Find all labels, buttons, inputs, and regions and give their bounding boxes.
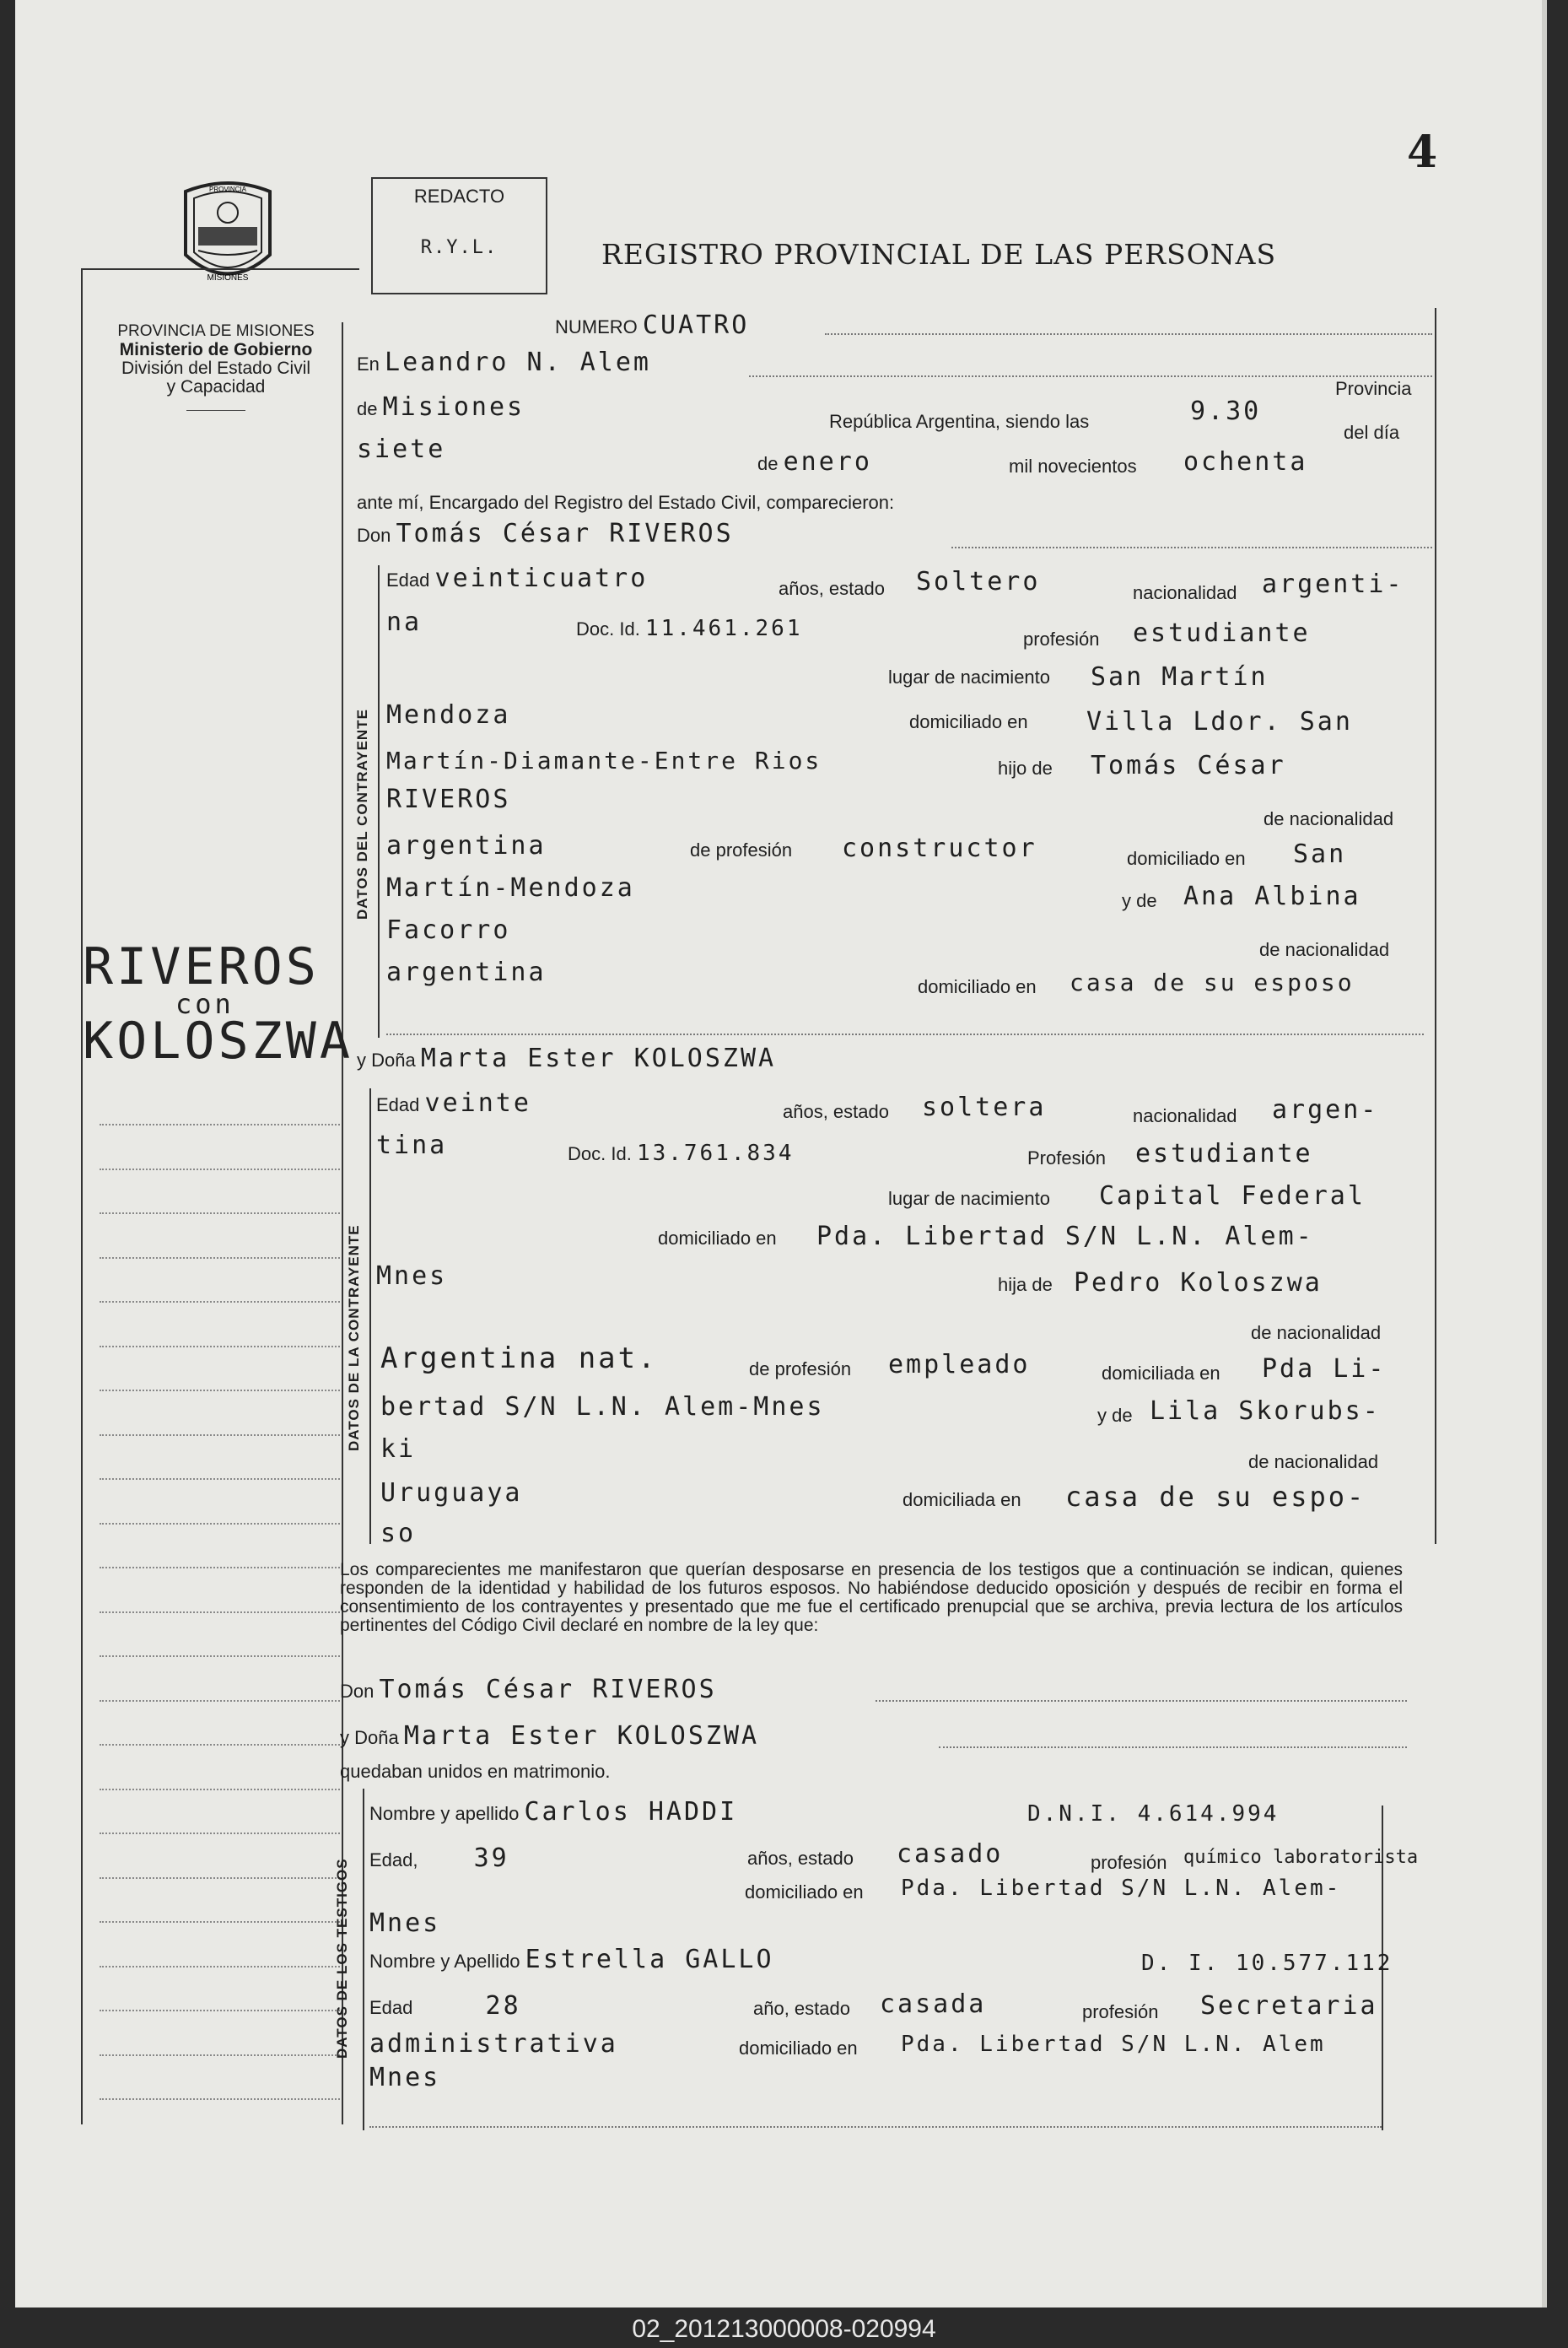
bride-padre-nac: Argentina nat.	[380, 1341, 658, 1375]
republica-label: República Argentina, siendo las	[829, 411, 1090, 432]
statement-paragraph: Los comparecientes me manifestaron que querían desposarse en presencia de los testigos que a continuación se indican, quienes responden de la identidad y habilidad de los futuros esposos. No habiéndose deducido oposición y después de recibir en forma el consentimiento de los contrayentes y presentado que me fue el certificado prenupcial que se archiva, previa lectura de los artículos pertinentes del Código Civil declaré en nombre de la ley que:	[340, 1560, 1403, 1635]
bride-padre-dom2: bertad S/N L.N. Alem-Mnes	[380, 1392, 825, 1422]
groom-doc: 11.461.261	[644, 616, 803, 641]
groom-name-row: Don Tomás César RIVEROS	[357, 519, 734, 548]
numero-value: CUATRO	[642, 310, 750, 340]
witnesses-side-label: DATOS DE LOS TESTIGOS	[334, 1858, 350, 2059]
ministry-label: Ministerio de Gobierno	[119, 340, 313, 359]
redacto-box	[371, 177, 547, 294]
w2-profesion: Secretaria	[1200, 1991, 1378, 2021]
bride-doc: 13.761.834	[636, 1141, 795, 1166]
svg-text:MISIONES: MISIONES	[207, 273, 249, 283]
groom-lugar-nac2: Mendoza	[386, 700, 511, 730]
lugar-value: Leandro N. Alem	[385, 348, 651, 377]
groom-edad-row: Edad veinticuatro	[386, 564, 649, 593]
division-label: División del Estado Civil	[121, 359, 311, 378]
groom-padre-prof: constructor	[842, 834, 1037, 863]
bride-edad-row: Edad veinte	[376, 1088, 531, 1118]
bride-domicilio2: Mnes	[376, 1261, 448, 1291]
bride-nac2: tina	[376, 1131, 448, 1160]
groom-padre-dom: San	[1293, 839, 1347, 869]
groom-name: Tomás César RIVEROS	[396, 519, 734, 548]
groom-padre-nac: argentina	[386, 831, 547, 861]
bride-madre-nac: Uruguaya	[380, 1478, 523, 1508]
bride-edad: veinte	[424, 1088, 531, 1118]
groom-side-label: DATOS DEL CONTRAYENTE	[354, 709, 370, 920]
bride-madre-dom: casa de su espo-	[1065, 1481, 1366, 1513]
groom-madre-dom: casa de su esposo	[1070, 969, 1355, 996]
groom-padre-dom2: Martín-Mendoza	[386, 873, 635, 903]
groom-padre2: RIVEROS	[386, 785, 511, 814]
w2-profesion2: administrativa	[369, 2029, 618, 2059]
del-dia-label: del día	[1344, 422, 1400, 443]
groom-madre-nac: argentina	[386, 958, 547, 987]
issuing-office	[81, 322, 351, 411]
groom-edad: veinticuatro	[434, 564, 649, 593]
w2-domicilio2: Mnes	[369, 2063, 441, 2092]
image-caption: 02_201213000008-020994	[632, 2315, 936, 2343]
w1-estado: casado	[897, 1839, 1004, 1869]
bride-padre: Pedro Koloszwa	[1074, 1268, 1323, 1298]
division-label-2: y Capacidad	[166, 377, 266, 397]
groom-domicilio2: Martín-Diamante-Entre Rios	[386, 747, 822, 775]
bride-nac: argen-	[1272, 1095, 1379, 1125]
mil-label: mil novecientos	[1009, 456, 1137, 477]
w1-domicilio: Pda. Libertad S/N L.N. Alem-	[901, 1876, 1342, 1901]
w1-nombre: Carlos HADDI	[524, 1797, 738, 1827]
bride-lugar-nac: Capital Federal	[1099, 1181, 1366, 1211]
bride-madre2: ki	[380, 1434, 417, 1464]
w1-edad-row: Edad, 39	[369, 1843, 509, 1873]
margin-note-line3: KOLOSZWA	[83, 1012, 353, 1071]
redacto-value: R.Y.L.	[420, 237, 498, 258]
bride-madre-dom2: so	[380, 1519, 417, 1548]
statement-don-row: Don Tomás César RIVEROS	[340, 1675, 717, 1704]
statement-dona: Marta Ester KOLOSZWA	[403, 1721, 760, 1751]
numero-row: NUMERO CUATRO	[555, 310, 750, 340]
w1-profesion: químico laboratorista	[1183, 1847, 1419, 1868]
groom-estado: Soltero	[916, 567, 1041, 596]
bride-domicilio: Pda. Libertad S/N L.N. Alem-	[816, 1222, 1314, 1251]
groom-doc-row: Doc. Id. 11.461.261	[576, 616, 803, 641]
w2-edad-row: Edad 28	[369, 1991, 521, 2021]
statement-dona-row: y Doña Marta Ester KOLOSZWA	[340, 1721, 760, 1751]
w2-nombre-row: Nombre y Apellido Estrella GALLO	[369, 1945, 774, 1974]
groom-madre: Ana Albina	[1183, 882, 1361, 911]
bride-profesion: estudiante	[1135, 1139, 1313, 1169]
margin-note-line2: con	[175, 988, 234, 1020]
w1-nombre-row: Nombre y apellido Carlos HADDI	[369, 1797, 738, 1827]
hora-value: 9.30	[1190, 397, 1262, 426]
document-title: REGISTRO PROVINCIAL DE LAS PERSONAS	[601, 238, 1277, 271]
bride-padre-prof: empleado	[888, 1350, 1031, 1379]
groom-domicilio: Villa Ldor. San	[1086, 707, 1353, 737]
groom-lugar-nac: San Martín	[1091, 662, 1269, 692]
w1-dni: D.N.I. 4.614.994	[1027, 1801, 1280, 1827]
mes-row: de enero	[757, 447, 872, 477]
ante-text: ante mí, Encargado del Registro del Estado Civil, comparecieron:	[357, 492, 895, 513]
groom-padre: Tomás César	[1091, 751, 1286, 780]
w2-dni: D. I. 10.577.112	[1141, 1951, 1393, 1976]
mes-value: enero	[783, 447, 872, 477]
groom-nac2: na	[386, 607, 423, 637]
bride-madre: Lila Skorubs-	[1150, 1396, 1381, 1426]
bride-padre-dom: Pda Li-	[1262, 1354, 1387, 1384]
redacto-label: REDACTO	[413, 186, 505, 207]
province-label: PROVINCIA DE MISIONES	[117, 322, 315, 340]
margin-note-line1: RIVEROS	[83, 937, 320, 996]
page-number: 4	[1407, 127, 1438, 178]
provincia-label: Provincia	[1335, 378, 1412, 399]
bride-estado: soltera	[922, 1093, 1047, 1122]
bride-name-row: y Doña Marta Ester KOLOSZWA	[357, 1044, 777, 1073]
margin-note	[83, 937, 353, 1071]
w2-estado: casada	[880, 1989, 987, 2019]
bride-name: Marta Ester KOLOSZWA	[420, 1044, 777, 1073]
bride-doc-row: Doc. Id. 13.761.834	[568, 1141, 795, 1166]
w2-domicilio: Pda. Libertad S/N L.N. Alem	[901, 2032, 1326, 2057]
w2-nombre: Estrella GALLO	[525, 1945, 774, 1974]
groom-madre2: Facorro	[386, 915, 511, 945]
provincia-row: de Misiones	[357, 392, 525, 422]
statement-closing: quedaban unidos en matrimonio.	[340, 1761, 611, 1782]
document-page: 4 MISIONES PROVINCIA PROVINCIA DE MISIONES Ministerio de Gobierno División del Estado Civil y Capacidad REDACTO R.Y.L. REGISTRO PROVINCIAL DE LAS PERSONAS RIVEROS con KOLOSZWA NUMERO CUATRO En Leandro N. Alem de Misiones Provincia República Argentina, siendo las 9.30 del día siete de enero mil novecientos ochenta ante mí, Encargado del Registro del Estado Civil, comparecieron: Don Tomás César RIVEROS DATOS DEL CONTRAYENTE Edad veinticuatro años, estado Soltero nacionalidad argenti- na Doc. Id. 11.461.261 profesión estudiante lugar de nacimiento San Martín Mendoza domiciliado en Villa Ldor. San Martín-Diamante-Entre Rios hijo de Tomás César RIVEROS de nacionalidad argentina de profesión constructor domiciliado en San Martín-Mendoza y de Ana Albina Facorro de nacionalidad argentina domiciliado en casa de su esposo y Doña Marta Ester KOLOSZWA DATOS DE LA CONTRAYENTE Edad veinte años, estado soltera nacionalidad argen- tina Doc. Id. 13.761.834 Profesión estudiante lugar de nacimiento Capital Federal domiciliado en Pda. Libertad S/N L.N. Alem- Mnes hija de Pedro Koloszwa de nacionalidad Argentina nat. de profesión empleado domiciliada en Pda Li- bertad S/N L.N. Alem-Mnes y de Lila Skorubs- ki de nacionalidad Uruguaya domiciliada en casa de su espo- so Los comparecientes me manifestaron que querían desposarse en presencia de los testigos que a continuación se indican, quienes responden de la identidad y habilidad de los futuros esposos. No habiéndose deducido oposición y después de recibir en forma el consentimiento de los contrayentes y presentado que me fue el certificado prenupcial que se archiva, previa lectura de los artículos pertinentes del Código Civil declaré en nombre de la ley que: Don Tomás César RIVEROS y Doña Marta Ester KOLOSZWA quedaban unidos en matrimonio. DATOS DE LOS TESTIGOS Nombre y apellido Carlos HADDI D.N.I. 4.614.994 Edad, 39 años, estado casado profesión químico laboratorista domiciliado en Pda. Libertad S/N L.N. Alem- Mnes Nombre y Apellido Estrella GALLO D. I. 10.577.112 Edad 28 año, estado casada profesión Secretaria administrativa domiciliado en Pda. Libertad S/N L.N. Alem Mnes	[15, 0, 1547, 2308]
provincia-value: Misiones	[382, 392, 525, 422]
anio-value: ochenta	[1183, 447, 1308, 477]
w2-edad: 28	[485, 1991, 521, 2021]
w1-edad: 39	[473, 1843, 509, 1873]
province-seal-icon	[177, 175, 278, 293]
lugar-row: En Leandro N. Alem	[357, 348, 651, 377]
w1-domicilio2: Mnes	[369, 1908, 441, 1938]
statement-don: Tomás César RIVEROS	[379, 1675, 717, 1704]
groom-profesion: estudiante	[1133, 618, 1311, 648]
groom-nac: argenti-	[1262, 569, 1404, 599]
bride-side-label: DATOS DE LA CONTRAYENTE	[346, 1224, 362, 1451]
svg-text:PROVINCIA: PROVINCIA	[208, 186, 247, 193]
dia-value: siete	[357, 435, 446, 464]
